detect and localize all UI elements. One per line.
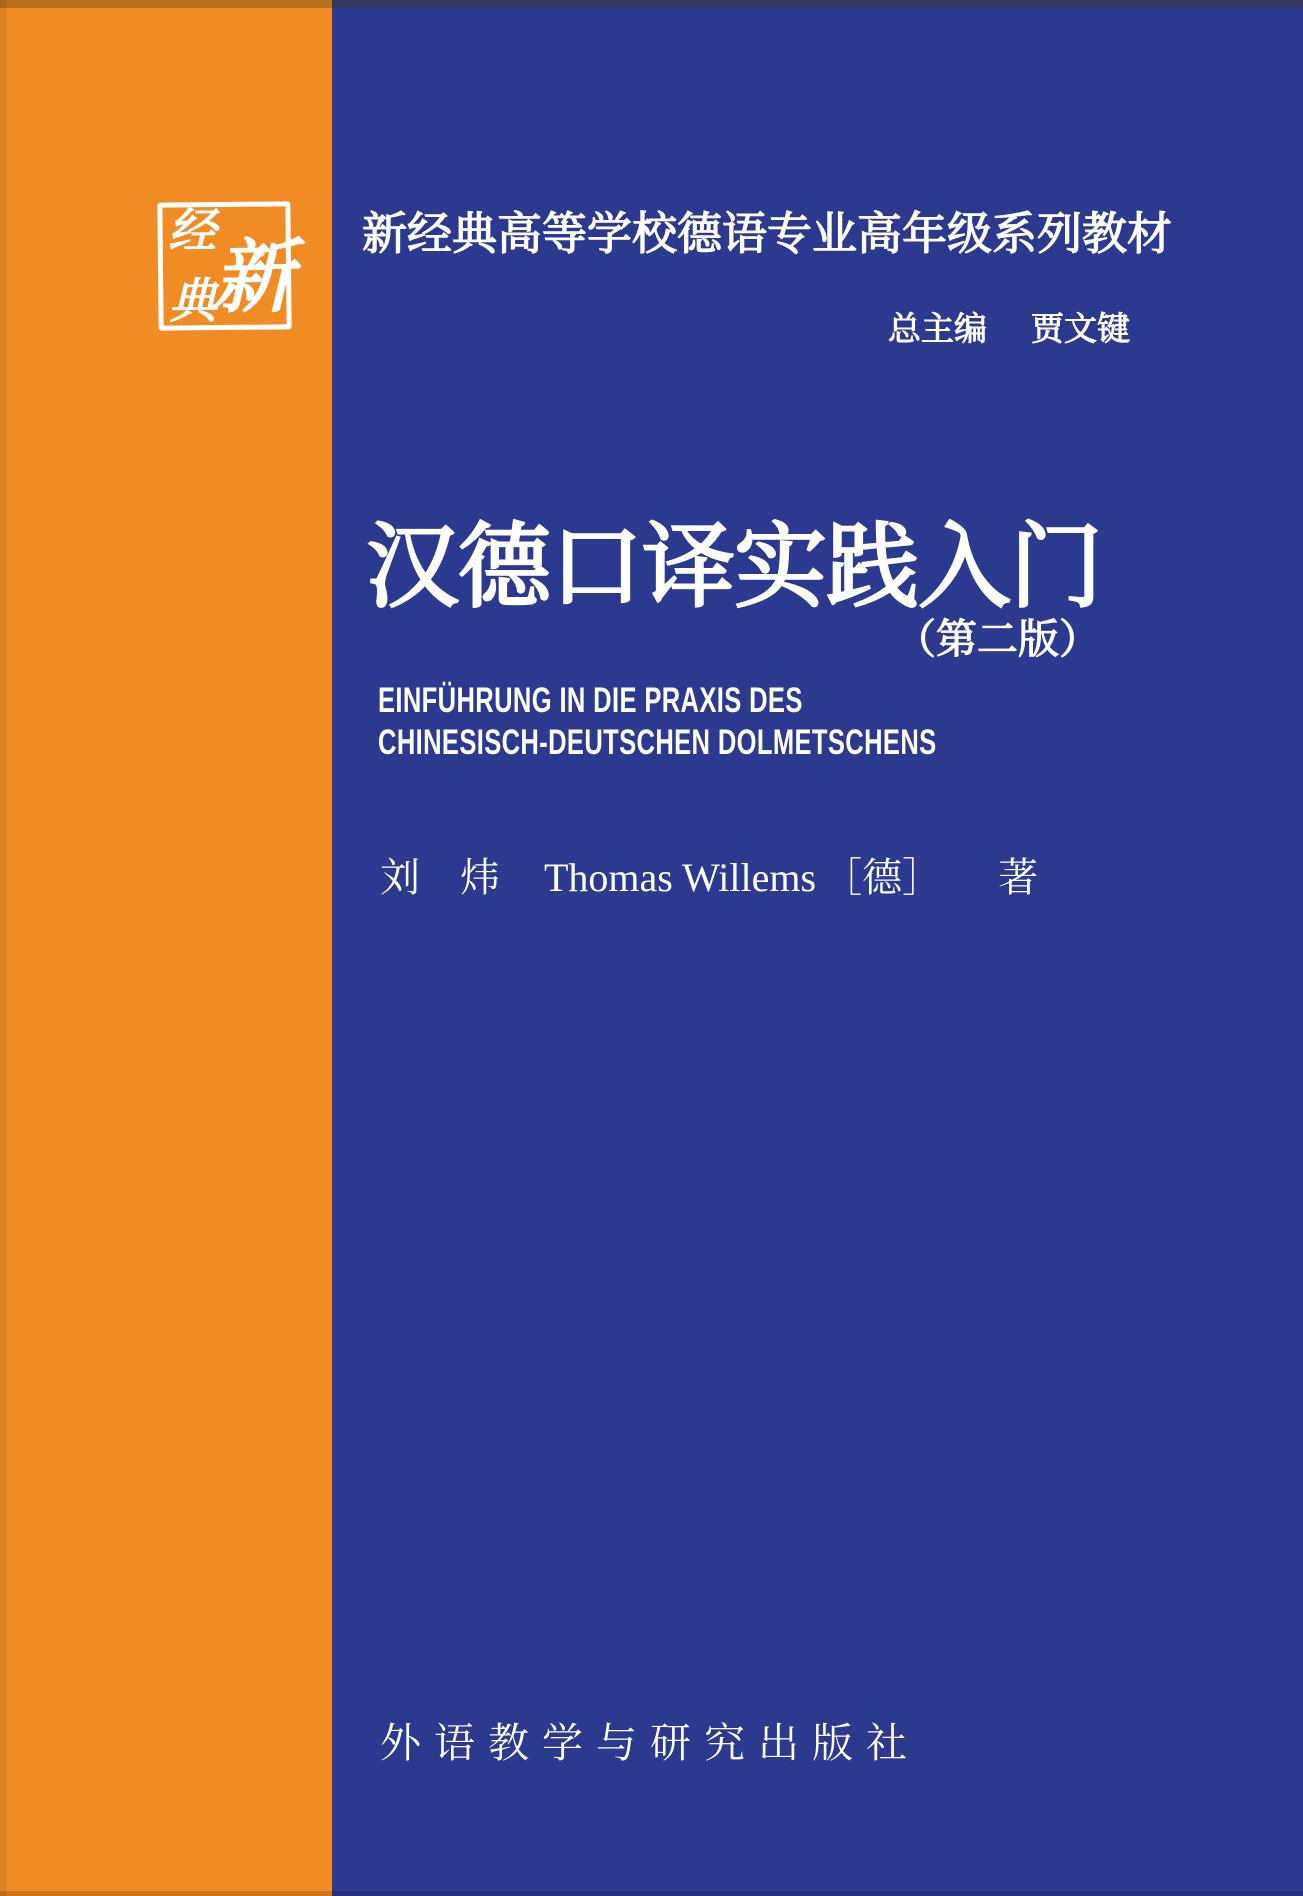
author-line <box>380 846 1038 903</box>
publisher-name: 外语教学与研究出版社 <box>380 1720 920 1766</box>
seal-char-xin: 新 <box>212 229 294 325</box>
series-title: 新经典高等学校德语专业高年级系列教材 <box>362 209 1173 259</box>
book-title-chinese: 汉德口译实践入门 <box>366 515 1102 619</box>
author-latin-name: Thomas Willems <box>544 855 817 900</box>
author-nationality-tag: ［德］ <box>822 855 943 900</box>
german-title-line-1: EINFÜHRUNG IN DIE PRAXIS DES <box>378 681 803 720</box>
seal-char-jing: 经 <box>167 203 217 260</box>
author-role-label: 著 <box>998 855 1039 900</box>
seal-left-column <box>162 203 220 330</box>
bottom-scan-edge <box>0 1891 1303 1896</box>
seal-right-column <box>212 206 294 325</box>
book-title-german <box>378 680 937 764</box>
chief-editor-label: 总主编 <box>888 312 987 348</box>
german-title-line-2: CHINESISCH-DEUTSCHEN DOLMETSCHENS <box>378 723 937 762</box>
seal-char-dian: 典 <box>168 273 217 330</box>
author-chinese-name: 刘 炜 <box>380 855 500 900</box>
chief-editor-line <box>888 303 1130 350</box>
edition-label: （第二版） <box>895 616 1100 662</box>
new-classic-seal <box>157 201 294 330</box>
chief-editor-name: 贾文键 <box>1031 312 1130 348</box>
top-scan-edge <box>0 0 1303 8</box>
left-scan-edge <box>0 0 7 1896</box>
